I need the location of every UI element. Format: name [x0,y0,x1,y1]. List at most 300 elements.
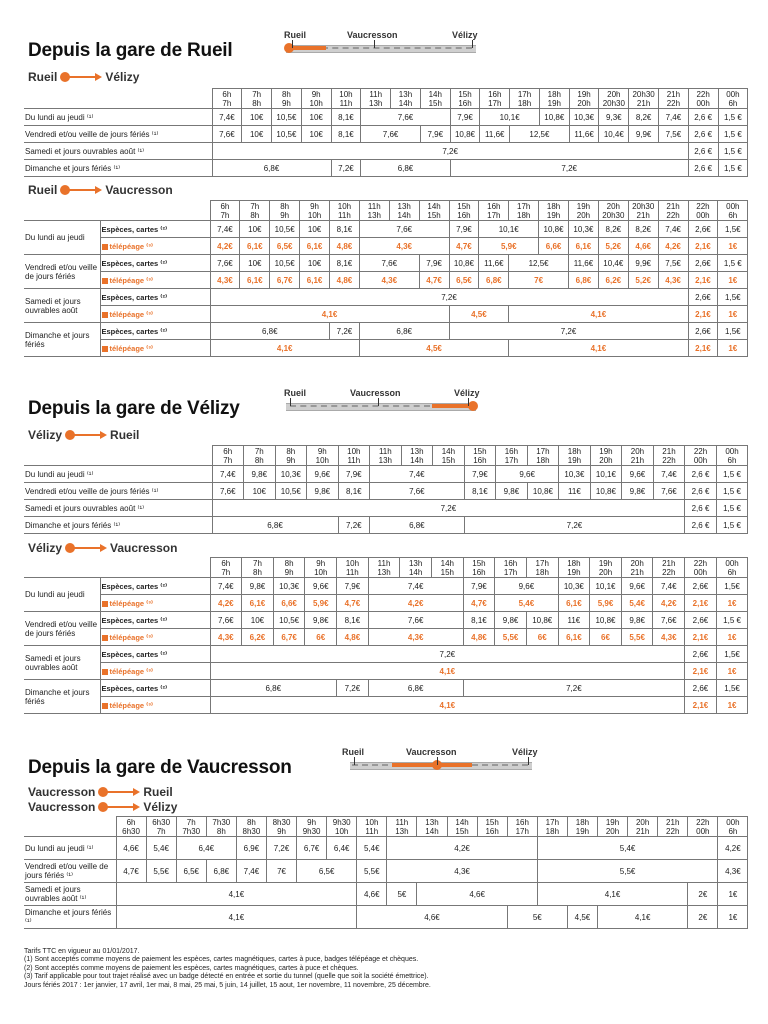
hour-header: 7h30 8h [206,817,236,837]
telepeage-icon [102,703,108,709]
payment-telepeage: télépéage ⁽³⁾ [100,697,210,714]
fare-cell: 1,5 € [718,126,748,143]
fare-cell: 9,8€ [621,612,653,629]
fare-cell: 10,8€ [449,255,479,272]
map-label-velizy: Vélizy [512,747,538,757]
fare-cell: 5€ [387,883,417,906]
hour-header: 10h 11h [357,817,387,837]
fare-cell: 6,8€ [212,160,331,177]
table-row [24,126,748,143]
fare-cell: 7,2€ [212,500,685,517]
fare-cell: 10,8€ [526,612,558,629]
hour-header: 20h 21h [621,558,653,578]
fare-cell: 7,4€ [653,578,685,595]
fare-cell: 7,2€ [330,323,360,340]
header-blank [24,201,210,221]
hour-header: 16h 17h [496,446,528,466]
route-from: Vélizy [28,428,63,442]
fare-cell: 6,7€ [273,629,305,646]
hour-header: 15h 16h [463,558,495,578]
fare-cell: 1,5€ [716,680,748,697]
fare-cell: 7,2€ [450,160,688,177]
fare-cell: 1,5 € [716,466,748,483]
fare-cell: 10,8€ [590,483,622,500]
table-row [24,578,748,595]
fare-cell: 6,6€ [539,238,569,255]
fare-cell: 2,6 € [688,126,718,143]
fare-cell: 10,3€ [569,221,599,238]
fare-cell: 11,6€ [569,255,599,272]
hour-header: 15h 16h [477,817,507,837]
fare-cell: 9,6€ [622,466,654,483]
fare-cell: 7,6€ [212,126,242,143]
fare-cell: 6€ [590,629,622,646]
fare-cell: 6,5€ [297,860,357,883]
fare-cell: 2,6 € [685,483,717,500]
fare-cell: 2,6€ [688,323,718,340]
route-from: Rueil [28,183,58,197]
payment-telepeage: télépéage ⁽³⁾ [100,340,210,357]
hour-header: 13h 14h [401,446,433,466]
hour-header: 17h 18h [526,558,558,578]
fare-cell: 10€ [240,221,270,238]
fare-cell: 8,2€ [629,109,659,126]
fare-cell: 6,1€ [240,272,270,289]
hour-header: 00h 6h [716,558,748,578]
row-label: Dimanche et jours fériés [24,680,100,714]
fare-cell: 5,4€ [357,837,387,860]
route-to: Vélizy [105,70,140,84]
fare-cell: 6,8€ [479,272,509,289]
hour-header: 21h 22h [658,201,688,221]
payment-cash: Espèces, cartes ⁽²⁾ [100,221,210,238]
hour-header: 6h 7h [210,558,242,578]
hour-header: 10h 11h [338,446,370,466]
hour-header: 11h 13h [387,817,417,837]
header-row [24,817,748,837]
hour-header: 8h 8h30 [236,817,266,837]
table-row [24,500,748,517]
route-rueil-velizy [28,70,139,84]
fare-cell: 6,1€ [558,595,590,612]
hour-header: 18h 19h [567,817,597,837]
fare-cell: 6,9€ [236,837,266,860]
fare-cell: 7,2€ [331,160,361,177]
fare-cell: 8,1€ [331,126,361,143]
table-row [24,306,748,323]
fare-cell: 4,5€ [449,306,509,323]
fare-cell: 4,1€ [210,697,685,714]
fare-cell: 10€ [301,109,331,126]
fare-cell: 9,6€ [621,578,653,595]
fare-cell: 10€ [244,483,276,500]
hour-header: 18h 19h [558,558,590,578]
hour-header: 6h 7h [212,446,244,466]
payment-telepeage: télépéage ⁽³⁾ [100,238,210,255]
section-title-vaucresson: Depuis la gare de Vaucresson [28,757,292,778]
fare-cell: 7,6€ [653,612,685,629]
fare-cell: 4,1€ [509,306,688,323]
hour-header: 10h 11h [331,89,361,109]
footnotes [24,948,724,990]
fare-cell: 7,9€ [464,466,496,483]
fare-cell: 2,6€ [688,289,718,306]
fare-cell: 4,3€ [653,629,685,646]
fare-cell: 2€ [688,906,718,929]
payment-cash: Espèces, cartes ⁽²⁾ [100,323,210,340]
hour-header: 21h 22h [653,558,685,578]
fare-cell: 9,9€ [628,255,658,272]
fare-cell: 6,2€ [242,629,274,646]
fare-cell: 1,5 € [718,160,748,177]
fare-cell: 2,6 € [688,160,718,177]
payment-cash: Espèces, cartes ⁽²⁾ [100,255,210,272]
fare-cell: 10,8€ [527,483,559,500]
fare-cell: 4,3€ [210,272,240,289]
fare-cell: 10€ [300,221,330,238]
fare-cell: 7,9€ [420,126,450,143]
fare-cell: 6,1€ [240,238,270,255]
fare-cell: 4,2€ [368,595,463,612]
fare-cell: 4,6€ [357,883,387,906]
hour-header: 9h 10h [301,89,331,109]
fare-cell: 9,8€ [307,483,339,500]
fare-cell: 5,5€ [146,860,176,883]
telepeage-icon [102,346,108,352]
fare-cell: 10,3€ [559,466,591,483]
fare-cell: 4,7€ [116,860,146,883]
fare-cell: 9,8€ [244,466,276,483]
hour-header: 16h 17h [507,817,537,837]
route-map-velizy [282,388,482,414]
route-vaucresson-velizy [28,800,177,814]
fare-cell: 6,7€ [270,272,300,289]
fare-cell: 5,4€ [621,595,653,612]
fare-cell: 7€ [509,272,569,289]
fare-cell: 4,6€ [628,238,658,255]
fare-cell: 8,2€ [628,221,658,238]
row-label: Vendredi et/ou veille de jours fériés ⁽¹⁾ [24,126,212,143]
table-row [24,466,748,483]
fare-cell: 6,5€ [176,860,206,883]
fare-cell: 6,6€ [273,595,305,612]
hour-header: 20h30 21h [628,201,658,221]
fare-cell: 7,2€ [337,680,369,697]
fare-table-rueil-velizy [24,88,748,177]
fare-cell: 1€ [716,663,748,680]
fare-cell: 2,1€ [688,306,718,323]
arrow-icon [60,185,102,195]
fare-cell: 9,8€ [495,612,527,629]
fare-cell: 4,2€ [210,595,242,612]
fare-cell: 9,8€ [622,483,654,500]
fare-cell: 6,4€ [327,837,357,860]
fare-cell: 9,6€ [305,578,337,595]
fare-cell: 10,8€ [539,221,569,238]
fare-cell: 7,6€ [370,483,465,500]
map-label-vaucresson: Vaucresson [347,30,398,40]
fare-cell: 10,3€ [273,578,305,595]
fare-cell: 1€ [718,340,748,357]
map-label-velizy: Vélizy [452,30,478,40]
table-row [24,483,748,500]
table-row [24,697,748,714]
hour-header: 16h 17h [495,558,527,578]
fare-cell: 4,3€ [718,860,748,883]
fare-cell: 2,6€ [688,221,718,238]
fare-cell: 7,5€ [658,126,688,143]
fare-cell: 4,3€ [210,629,242,646]
fare-cell: 4,8€ [463,629,495,646]
fare-cell: 8,1€ [464,483,496,500]
table-row [24,255,748,272]
hour-header: 7h 8h [242,89,272,109]
route-from: Vaucresson [28,785,96,799]
fare-cell: 6,1€ [300,238,330,255]
fare-cell: 6,4€ [176,837,236,860]
fare-cell: 9,8€ [496,483,528,500]
table-row [24,289,748,306]
route-to: Rueil [110,428,140,442]
footnote: (3) Tarif applicable pour tout trajet réalisé avec un badge détecté en entrée et sortie du tunnel (quelle que soit la société émettrice). [24,973,429,981]
fare-cell: 4,2€ [718,837,748,860]
fare-cell: 7,4€ [212,466,244,483]
fare-cell: 7,4€ [210,578,242,595]
fare-cell: 6€ [526,629,558,646]
hour-header: 11h 13h [361,89,391,109]
fare-cell: 1,5 € [716,500,748,517]
fare-cell: 4,7€ [337,595,369,612]
telepeage-icon [102,669,108,675]
route-to: Rueil [143,785,173,799]
fare-cell: 1,5 € [716,612,748,629]
hour-header: 22h 00h [688,89,718,109]
fare-cell: 6,8€ [210,680,337,697]
fare-cell: 1,5 € [718,109,748,126]
fare-cell: 6,5€ [449,272,479,289]
hour-header: 15h 16h [449,201,479,221]
header-row [24,89,748,109]
fare-cell: 5,2€ [598,238,628,255]
fare-cell: 6,8€ [569,272,599,289]
hour-header: 7h 8h [240,201,270,221]
row-label: Du lundi au jeudi ⁽¹⁾ [24,109,212,126]
fare-cell: 10,1€ [479,221,539,238]
fare-cell: 7,4€ [658,109,688,126]
fare-cell: 8,1€ [330,255,360,272]
footnote: Tarifs TTC en vigueur au 01/01/2017. [24,948,140,955]
fare-cell: 1,5 € [718,143,748,160]
fare-cell: 7,9€ [337,578,369,595]
map-label-velizy: Vélizy [454,388,480,398]
hour-header: 00h 6h [718,89,748,109]
fare-cell: 7,4€ [658,221,688,238]
fare-cell: 11€ [559,483,591,500]
row-label: Samedi et jours ouvrables août [24,289,100,323]
fare-cell: 1,5€ [718,323,748,340]
fare-cell: 10€ [242,109,272,126]
hour-header: 6h 7h [210,201,240,221]
fare-cell: 10€ [300,255,330,272]
fare-cell: 1€ [718,906,748,929]
fare-cell: 9,3€ [599,109,629,126]
fare-cell: 10,5€ [273,612,305,629]
fare-cell: 2,6 € [688,109,718,126]
telepeage-icon [102,244,108,250]
fare-cell: 7,2€ [212,143,688,160]
hour-header: 17h 18h [537,817,567,837]
row-label: Du lundi au jeudi ⁽¹⁾ [24,466,212,483]
table-row [24,646,748,663]
fare-cell: 1€ [716,697,748,714]
fare-cell: 4,3€ [359,272,419,289]
fare-cell: 7,5€ [658,255,688,272]
telepeage-icon [102,601,108,607]
payment-telepeage: télépéage ⁽³⁾ [100,663,210,680]
fare-cell: 2,1€ [688,340,718,357]
fare-cell: 2,6 € [685,500,717,517]
table-row [24,860,748,883]
fare-cell: 4,2€ [210,238,240,255]
header-row [24,558,748,578]
hour-header: 00h 6h [718,201,748,221]
fare-cell: 4,1€ [116,906,357,929]
payment-cash: Espèces, cartes ⁽²⁾ [100,289,210,306]
hour-header: 9h 10h [300,201,330,221]
fare-cell: 12,5€ [509,255,569,272]
row-label: Dimanche et jours fériés ⁽¹⁾ [24,906,116,929]
fare-cell: 7,2€ [463,680,684,697]
arrow-icon [98,787,140,797]
fare-cell: 4,2€ [658,238,688,255]
hour-header: 6h30 7h [146,817,176,837]
table-row [24,238,748,255]
route-to: Vaucresson [110,541,178,555]
map-label-rueil: Rueil [284,30,307,40]
hour-header: 14h 15h [420,89,450,109]
hour-header: 22h 00h [685,558,717,578]
hour-header: 22h 00h [688,817,718,837]
hour-header: 11h 13h [368,558,400,578]
fare-cell: 6,1€ [569,238,599,255]
fare-cell: 11,6€ [479,255,509,272]
fare-cell: 1€ [718,272,748,289]
fare-cell: 6,8€ [210,323,330,340]
fare-cell: 6,8€ [206,860,236,883]
fare-cell: 10,4€ [598,255,628,272]
hour-header: 21h 22h [658,817,688,837]
fare-table-velizy-rueil [24,445,748,534]
payment-cash: Espèces, cartes ⁽²⁾ [100,680,210,697]
fare-cell: 7,6€ [359,255,419,272]
header-blank [24,89,212,109]
fare-cell: 4,8€ [330,272,360,289]
fare-cell: 2,1€ [688,238,718,255]
fare-cell: 10,1€ [590,578,622,595]
header-row [24,446,748,466]
fare-cell: 2,6€ [685,680,717,697]
fare-cell: 5,9€ [590,595,622,612]
fare-cell: 1,5€ [718,221,748,238]
table-row [24,883,748,906]
route-velizy-vaucresson [28,541,177,555]
fare-cell: 4,7€ [449,238,479,255]
header-blank [24,446,212,466]
fare-cell: 10,1€ [590,466,622,483]
payment-cash: Espèces, cartes ⁽²⁾ [100,646,210,663]
table-row [24,906,748,929]
fare-cell: 7,2€ [266,837,296,860]
table-row [24,517,748,534]
fare-cell: 11€ [558,612,590,629]
fare-cell: 4,6€ [116,837,146,860]
fare-cell: 10€ [242,126,272,143]
hour-header: 16h 17h [479,201,509,221]
fare-cell: 4,6€ [357,906,507,929]
fare-cell: 7,9€ [449,221,479,238]
hour-header: 7h 8h [244,446,276,466]
section-title-rueil: Depuis la gare de Rueil [28,40,233,61]
fare-cell: 5,4€ [495,595,558,612]
footnote: Jours fériés 2017 : 1er janvier, 17 avril, 1er mai, 8 mai, 25 mai, 5 juin, 14 juillet, 15 aout, 1er novembre, 11 novembre, 25 décembre. [24,981,431,989]
fare-cell: 1,5€ [718,289,748,306]
fare-cell: 4,1€ [537,883,687,906]
map-label-rueil: Rueil [342,747,365,757]
fare-cell: 10€ [240,255,270,272]
row-label: Vendredi et/ou veille de jours fériés ⁽¹⁾ [24,483,212,500]
route-map-rueil [282,30,482,56]
fare-cell: 7,4€ [236,860,266,883]
fare-cell: 7,9€ [338,466,370,483]
fare-cell: 5€ [507,906,567,929]
fare-cell: 1,5€ [716,646,748,663]
row-label: Vendredi et/ou veille de jours fériés [24,255,100,289]
row-label: Vendredi et/ou veille de jours fériés ⁽¹⁾ [24,860,116,883]
fare-cell: 2,6 € [688,143,718,160]
payment-telepeage: télépéage ⁽³⁾ [100,272,210,289]
arrow-icon [65,543,107,553]
table-row [24,837,748,860]
fare-cell: 5,5€ [495,629,527,646]
fare-cell: 9,6€ [496,466,559,483]
fare-cell: 2,1€ [688,272,718,289]
fare-cell: 7,2€ [449,323,688,340]
table-row [24,160,748,177]
hour-header: 14h 15h [431,558,463,578]
fare-cell: 4,6€ [417,883,537,906]
fare-cell: 6,1€ [300,272,330,289]
route-from: Vaucresson [28,800,96,814]
fare-cell: 7,6€ [359,221,449,238]
fare-cell: 5,5€ [621,629,653,646]
hour-header: 6h 7h [212,89,242,109]
fare-cell: 7,6€ [653,483,685,500]
hour-header: 13h 14h [400,558,432,578]
map-label-rueil: Rueil [284,388,307,398]
fare-cell: 1,5 € [716,517,748,534]
hour-header: 14h 15h [419,201,449,221]
fare-cell: 10,8€ [539,109,569,126]
fare-cell: 4,1€ [210,306,449,323]
table-row [24,323,748,340]
hour-header: 22h 00h [685,446,717,466]
fare-cell: 6,8€ [368,680,463,697]
fare-cell: 9,9€ [629,126,659,143]
arrow-icon [60,72,102,82]
fare-cell: 6,1€ [558,629,590,646]
fare-cell: 10,8€ [450,126,480,143]
row-label: Dimanche et jours fériés ⁽¹⁾ [24,517,212,534]
